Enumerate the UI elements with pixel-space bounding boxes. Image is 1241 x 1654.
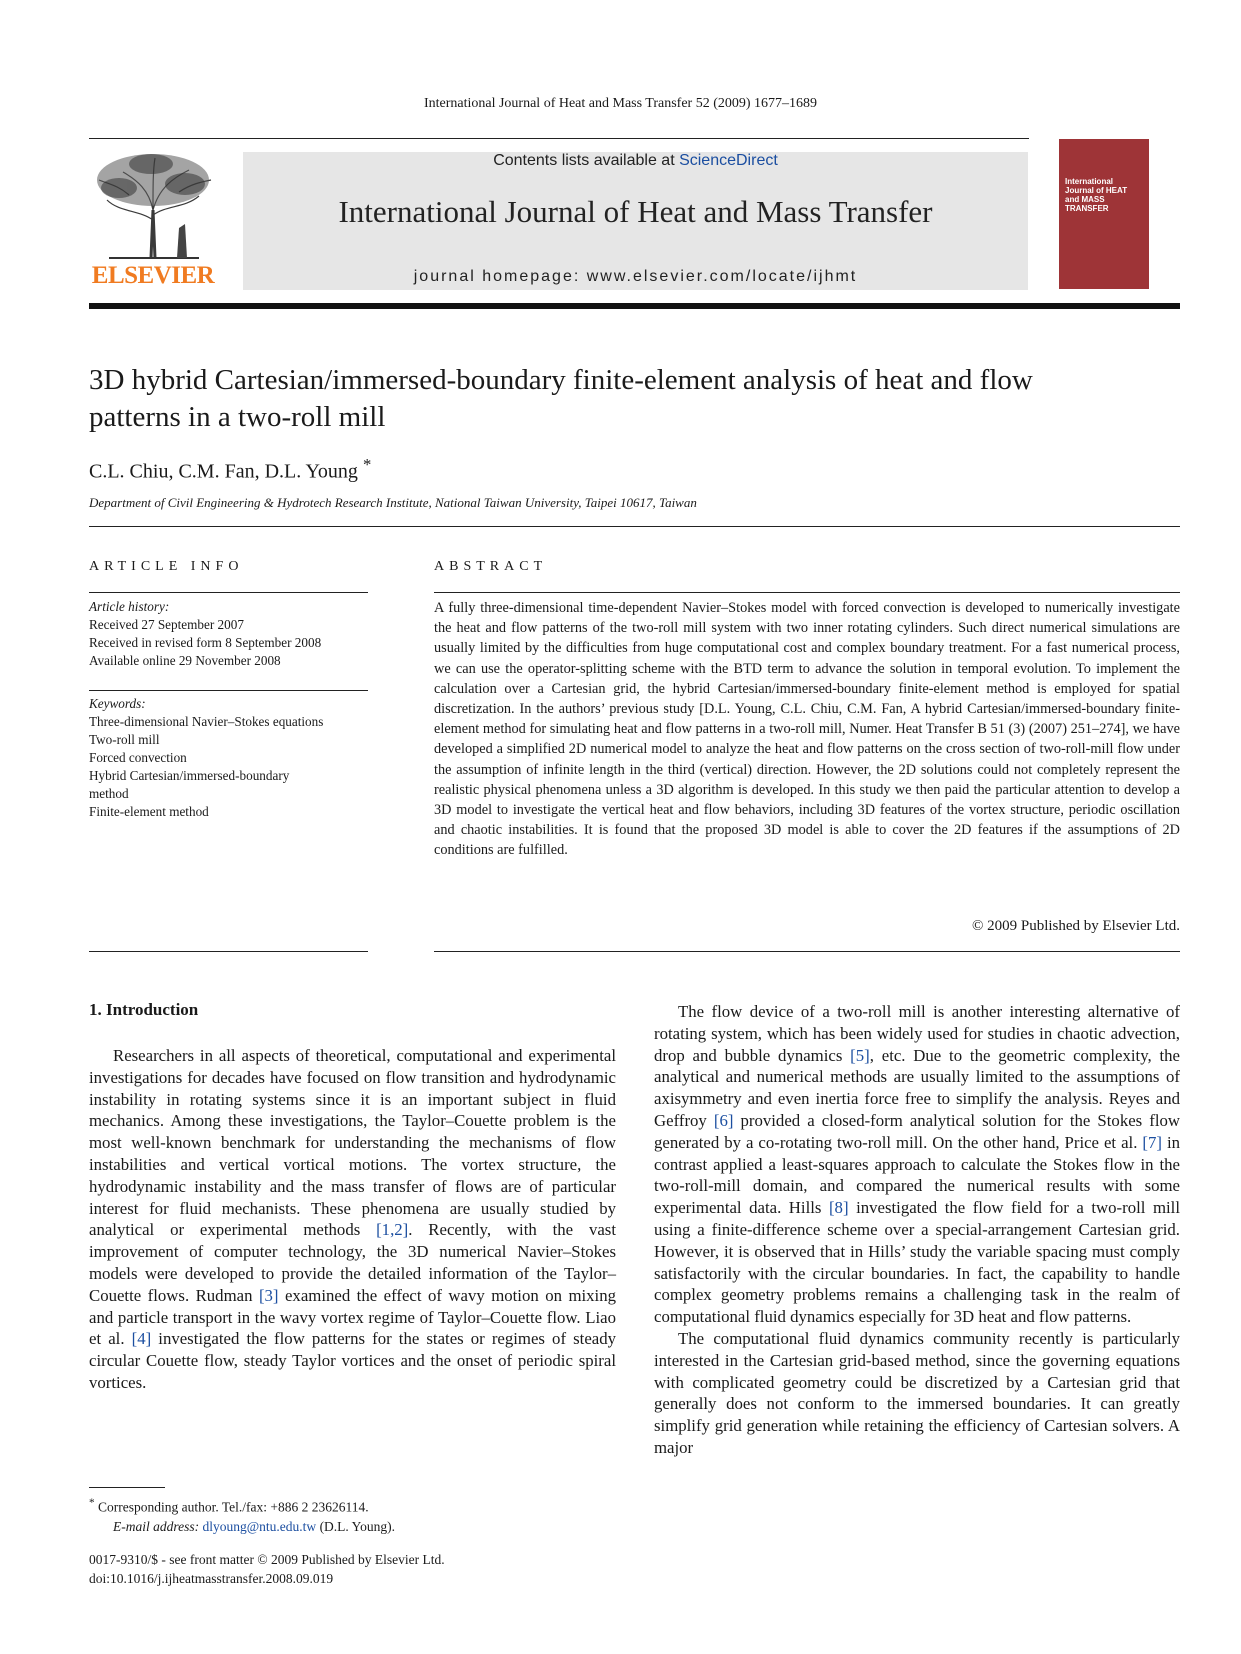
keywords-list [89, 695, 379, 821]
paragraph-text: examined the effect of wavy motion on mixing and particle transport in the wavy vortex regime of Taylor–Couette flow. Liao et al. [89, 1285, 617, 1349]
paragraph-text: The flow device of a two-roll mill is another interesting alternative of rotating system, which has been widely used for studies in chaotic advection, drop and bubble dynamics [654, 1002, 1180, 1065]
citation-link[interactable]: [4] [131, 1329, 152, 1349]
history-item: Received 27 September 2007 [89, 617, 244, 632]
corresponding-author-note [89, 1494, 629, 1517]
corresponding-author-text: Corresponding author. Tel./fax: +886 2 23626114. [94, 1499, 369, 1515]
intro-left-column [89, 1045, 616, 1394]
keywords-label: Keywords: [89, 696, 146, 711]
abstract-bottom-rule [434, 951, 1180, 952]
abstract-rule [434, 592, 1180, 593]
issn-line: 0017-9310/$ - see front matter © 2009 Published by Elsevier Ltd. [89, 1552, 445, 1567]
keyword-item: method [89, 786, 129, 801]
keyword-item: Three-dimensional Navier–Stokes equations [89, 714, 324, 729]
journal-cover [1059, 139, 1149, 289]
paragraph-text: Researchers in all aspects of theoretical, computational and experimental investigations for decades have focused on flow transition and hydrodynamic instability in rotating systems since it is an important subject in fluid mechanics. Among these investigations, the Taylor–Couette problem is the most well-known benchmark for understanding the mechanisms of flow instabilities and vertical vortical motions. The vortex structure, the hydrodynamic instability and the mass transfer of flows are of particular interest for fluid mechanists. These phenomena are usually studied by analytical or experimental methods [89, 1046, 616, 1240]
history-item: Available online 29 November 2008 [89, 653, 281, 668]
paragraph-text: in contrast applied a least-squares approach to calculate the Stokes flow in the two-roll-mill domain, and compared the numerical results with some experimental data. Hills [654, 1132, 1180, 1218]
keywords-rule [89, 690, 368, 691]
paragraph-text: , etc. Due to the geometric complexity, the analytical and numerical methods are usually limited to the assumptions of axisymmetry and even inertia force free to simplify the analysis. Reyes and Geffroy [654, 1045, 1180, 1130]
abstract-heading: ABSTRACT [434, 559, 548, 574]
citation-link[interactable]: [6] [713, 1110, 734, 1130]
email-label: E-mail address: [113, 1518, 200, 1534]
abstract-copyright: © 2009 Published by Elsevier Ltd. [971, 918, 1180, 934]
paragraph-text: investigated the flow patterns for the states or regimes of steady circular Couette flow, steady Taylor vortices and the onset of periodic spiral vortices. [89, 1329, 616, 1392]
paragraph-text: investigated the flow field for a two-roll mill using a finite-difference scheme over a special-arrangement Cartesian grid. However, it is observed that in Hills’ study the variable spacing must comply satisfactorily with the circular boundaries. In fact, the capability to handle complex geometry problems remains a challenging task in the realm of computational fluid dynamics especially for 3D heat and flow patterns. [654, 1198, 1180, 1327]
journal-citation: International Journal of Heat and Mass Transfer 52 (2009) 1677–1689 [423, 96, 818, 111]
journal-name: International Journal of Heat and Mass Transfer [338, 194, 933, 229]
footnote [89, 1494, 629, 1536]
intro-right-column [654, 1001, 1180, 1459]
citation-link[interactable]: [5] [850, 1045, 870, 1065]
footnote-rule [89, 1487, 165, 1488]
elsevier-wordmark: ELSEVIER [91, 262, 215, 289]
title-rule [89, 526, 1180, 527]
paragraph-text: . Recently, with the vast improvement of computer technology, the 3D numerical Navier–Stokes models were developed to provide the detailed information of the Taylor–Couette flows. Rudman [89, 1220, 616, 1305]
header-rule [89, 138, 1029, 139]
journal-banner [243, 152, 1028, 290]
abstract-text: A fully three-dimensional time-dependent Navier–Stokes model with forced convection is developed to numerically investigate the heat and flow patterns of the two-roll mill system with two inner rotating cylinders. Such direct numerical simulations are usually limited by the difficulties from huge computational cost and complex boundary treatment. For a fast numerical process, we can use the operator-splitting scheme with the BTD term to advance the solution in temporal evolution. To implement the calculation over a Cartesian grid, the hybrid Cartesian/immersed-boundary finite-element method is employed for spatial discretization. In the authors’ previous study [D.L. Young, C.L. Chiu, C.M. Fan, A hybrid Cartesian/immersed-boundary finite-element method for simulating heat and flow patterns in a two-roll mill, Numer. Heat Transfer B 51 (3) (2007) 251–274], we have developed a simplified 2D numerical model to analyze the heat and flow patterns on the cross section of two-roll-mill flow under the assumption of infinite length in the third (vertical) direction. However, the 2D solutions could not completely represent the realistic physical phenomena unless a 3D algorithm is developed. In this study we then paid the particular attention to develop a 3D model to investigate the vertical heat and flow behaviors, including 3D features of the vortex structure, periodic oscillation and chaotic instabilities. It is found that the proposed 3D model is able to cover the 2D features if the assumptions of 2D conditions are fulfilled. [434, 600, 1180, 859]
article-info-rule [89, 592, 368, 593]
keyword-item: Hybrid Cartesian/immersed-boundary [89, 768, 290, 783]
paragraph [654, 1001, 1180, 1328]
article-history [89, 598, 379, 670]
article-info-heading: ARTICLE INFO [89, 559, 244, 574]
email-suffix: (D.L. Young). [316, 1518, 395, 1534]
contents-line [243, 152, 1028, 170]
cover-title: International Journal of HEAT and MASS TRANSFER [1065, 177, 1128, 213]
paragraph-text: provided a closed-form analytical solution for the Stokes flow generated by a co-rotating two-roll mill. On the other hand, Price et al. [654, 1110, 1180, 1152]
corresponding-author-mark[interactable]: * [362, 455, 372, 474]
paragraph [89, 1045, 616, 1394]
history-item: Received in revised form 8 September 2008 [89, 635, 322, 650]
keyword-item: Finite-element method [89, 804, 209, 819]
elsevier-logo [89, 150, 217, 290]
keyword-item: Two-roll mill [89, 732, 160, 747]
article-title: 3D hybrid Cartesian/immersed-boundary finite-element analysis of heat and flow patterns in a two-roll mill [89, 364, 1033, 433]
article-info-bottom-rule [89, 951, 368, 952]
author-list: C.L. Chiu, C.M. Fan, D.L. Young [89, 460, 358, 483]
history-label: Article history: [89, 599, 170, 614]
author-affiliation: Department of Civil Engineering & Hydrotech Research Institute, National Taiwan University, Taipei 10617, Taiwan [89, 495, 697, 510]
citation-link[interactable]: [8] [828, 1198, 849, 1218]
contents-prefix: Contents lists available at [493, 152, 680, 169]
sciencedirect-link[interactable]: ScienceDirect [679, 152, 778, 169]
citation-link[interactable]: [1,2] [376, 1220, 409, 1240]
email-link[interactable]: dlyoung@ntu.edu.tw [202, 1518, 317, 1534]
keyword-item: Forced convection [89, 750, 187, 765]
journal-homepage[interactable]: journal homepage: www.elsevier.com/locate/ijhmt [413, 268, 858, 285]
doi-line[interactable]: doi:10.1016/j.ijheatmasstransfer.2008.09.019 [89, 1571, 334, 1586]
citation-link[interactable]: [3] [258, 1285, 279, 1305]
paragraph [654, 1328, 1180, 1459]
front-matter [89, 1550, 445, 1588]
email-note [89, 1517, 629, 1536]
footnote-mark: * [89, 1497, 95, 1509]
paragraph-text: The computational fluid dynamics community recently is particularly interested in the Cartesian grid-based method, since the governing equations with complicated geometry could be discretized by a Cartesian grid that generally does not conform to the immersed boundaries. It can greatly simplify grid generation while retaining the efficiency of Cartesian solvers. A major [654, 1328, 1180, 1457]
header-thick-rule [89, 303, 1180, 309]
article-authors [89, 455, 371, 484]
elsevier-tree-icon [89, 150, 217, 260]
citation-link[interactable]: [7] [1142, 1132, 1162, 1152]
section-heading-introduction: 1. Introduction [89, 1000, 199, 1019]
